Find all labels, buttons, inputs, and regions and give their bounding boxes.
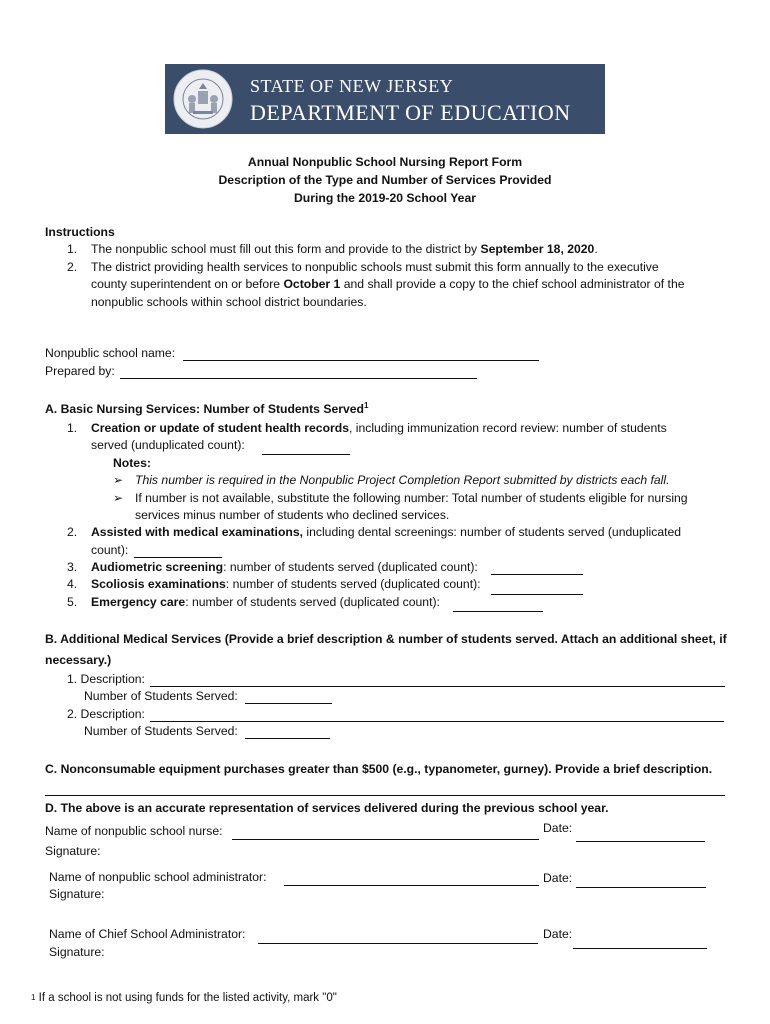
a1-count-input[interactable] [262, 454, 350, 455]
a3-count-input[interactable] [491, 574, 583, 575]
note2-line1: If number is not available, substitute the following number: Total number of students eligible for nursing [135, 491, 688, 505]
chief-administrator-name-input[interactable] [258, 943, 538, 944]
chief-administrator-signature-label: Signature: [49, 945, 105, 959]
state-seal-icon [173, 69, 233, 129]
b2-students-input[interactable] [245, 738, 330, 739]
chief-administrator-name-label: Name of Chief School Administrator: [49, 927, 246, 941]
note1-text: This number is required in the Nonpublic Project Completion Report submitted by districts each fall. [135, 473, 670, 487]
b2-description-label: 2. Description: [67, 707, 145, 721]
nurse-signature-label: Signature: [45, 844, 101, 858]
header-state: STATE OF NEW JERSEY [250, 76, 454, 96]
note1-bullet-icon: ➢ [113, 473, 124, 487]
nurse-name-label: Name of nonpublic school nurse: [45, 824, 223, 838]
a1-line2: served (unduplicated count): [91, 438, 245, 452]
title-line2: Description of the Type and Number of Services Provided [218, 173, 552, 187]
a2-line1: Assisted with medical examinations, including dental screenings: number of students served (unduplicated [91, 525, 682, 539]
school-name-input[interactable] [183, 360, 539, 361]
nurse-date-input[interactable] [576, 841, 705, 842]
instruction-2-line2: county superintendent on or before October 1 and shall provide a copy to the chief school administrator of the [91, 277, 685, 291]
section-c-description-input[interactable] [45, 795, 725, 796]
instruction-1: The nonpublic school must fill out this form and provide to the district by September 18, 2020. [91, 242, 598, 256]
note2-bullet-icon: ➢ [113, 491, 124, 505]
instruction-2-line3: nonpublic schools within school district boundaries. [91, 295, 367, 309]
instruction-1-number: 1. [67, 242, 78, 256]
school-name-label: Nonpublic school name: [45, 346, 176, 360]
a3-number: 3. [67, 560, 78, 574]
administrator-name-input[interactable] [284, 885, 539, 886]
note2-line2: services minus number of students who declined services. [135, 508, 450, 522]
instruction-2-number: 2. [67, 260, 78, 274]
b2-students-label: Number of Students Served: [84, 724, 238, 738]
header-department: DEPARTMENT OF EDUCATION [250, 100, 571, 125]
section-d-heading: D. The above is an accurate representation of services delivered during the previous school year. [45, 801, 609, 815]
administrator-date-label: Date: [543, 871, 573, 885]
section-b-heading-line1: B. Additional Medical Services (Provide a brief description & number of students served. Attach an additional sheet, if [45, 632, 727, 646]
a5-number: 5. [67, 595, 78, 609]
a2-line2: count): [91, 543, 129, 557]
a4-count-input[interactable] [491, 594, 583, 595]
b1-students-input[interactable] [245, 703, 332, 704]
administrator-signature-label: Signature: [49, 887, 105, 901]
section-b-heading-line2: necessary.) [45, 653, 112, 667]
a2-count-input[interactable] [134, 557, 222, 558]
administrator-date-input[interactable] [576, 887, 706, 888]
nurse-date-label: Date: [543, 821, 573, 835]
administrator-name-label: Name of nonpublic school administrator: [49, 870, 267, 884]
b1-description-label: 1. Description: [67, 672, 145, 686]
a5-line: Emergency care: number of students served (duplicated count): [91, 595, 440, 609]
a3-line: Audiometric screening: number of students served (duplicated count): [91, 560, 478, 574]
title-line1: Annual Nonpublic School Nursing Report Form [247, 155, 523, 169]
chief-administrator-date-label: Date: [543, 927, 573, 941]
footnote: 1 If a school is not using funds for the listed activity, mark "0" [31, 992, 337, 1004]
notes-label: Notes: [113, 456, 151, 470]
b1-students-label: Number of Students Served: [84, 689, 238, 703]
chief-administrator-date-input[interactable] [573, 948, 707, 949]
instructions-heading: Instructions [45, 225, 115, 239]
nurse-name-input[interactable] [232, 839, 539, 840]
section-a-heading: A. Basic Nursing Services: Number of Students Served$^1$ [45, 401, 369, 417]
b2-description-input[interactable] [150, 721, 724, 722]
a1-line1: Creation or update of student health records, including immunization record review: number of students [91, 421, 667, 435]
section-c-heading: C. Nonconsumable equipment purchases greater than $500 (e.g., typanometer, gurney). Provide a brief description. [45, 762, 713, 776]
prepared-by-input[interactable] [120, 378, 477, 379]
a1-number: 1. [67, 421, 78, 435]
prepared-by-label: Prepared by: [45, 364, 115, 378]
b1-description-input[interactable] [150, 686, 725, 687]
instruction-2-line1: The district providing health services to nonpublic schools must submit this form annually to the executive [91, 260, 659, 274]
a4-line: Scoliosis examinations: number of students served (duplicated count): [91, 577, 481, 591]
a4-number: 4. [67, 577, 78, 591]
a2-number: 2. [67, 525, 78, 539]
title-line3: During the 2019-20 School Year [294, 191, 476, 205]
a5-count-input[interactable] [453, 611, 543, 612]
